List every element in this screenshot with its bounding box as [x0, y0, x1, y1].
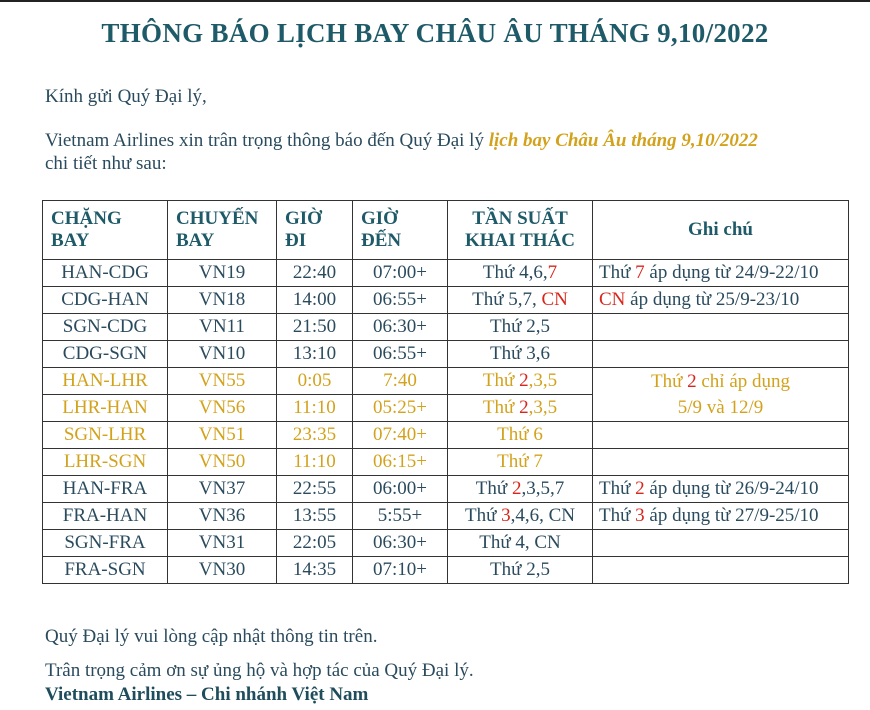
table-row: [43, 530, 849, 557]
table-row: [43, 260, 849, 287]
cell-route: SGN-CDG: [43, 314, 168, 341]
footer-line-1: Quý Đại lý vui lòng cập nhật thông tin trên.: [45, 626, 378, 647]
cell-flight: VN56: [168, 395, 277, 422]
cell-flight: VN37: [168, 476, 277, 503]
cell-arrival: 07:00+: [353, 260, 448, 287]
intro-line-2: chi tiết như sau:: [45, 153, 167, 174]
schedule-table: [42, 200, 849, 584]
cell-departure: 0:05: [277, 368, 353, 395]
cell-arrival: 06:00+: [353, 476, 448, 503]
intro-highlight: lịch bay Châu Âu tháng 9,10/2022: [488, 130, 758, 151]
cell-route: HAN-FRA: [43, 476, 168, 503]
cell-route: LHR-HAN: [43, 395, 168, 422]
table-row: [43, 503, 849, 530]
cell-frequency: Thứ 2,5: [448, 314, 593, 341]
header-frequency: TẦN SUẤT KHAI THÁC: [448, 201, 593, 260]
cell-departure: 13:10: [277, 341, 353, 368]
header-route: CHẶNG BAY: [43, 201, 168, 260]
cell-departure: 22:05: [277, 530, 353, 557]
cell-route: HAN-CDG: [43, 260, 168, 287]
cell-frequency: Thứ 3,6: [448, 341, 593, 368]
cell-route: FRA-HAN: [43, 503, 168, 530]
table-row: [43, 422, 849, 449]
cell-flight: VN30: [168, 557, 277, 584]
page-title: THÔNG BÁO LỊCH BAY CHÂU ÂU THÁNG 9,10/2022: [101, 18, 769, 48]
table-row: [43, 314, 849, 341]
cell-frequency: Thứ 3,4,6, CN: [448, 503, 593, 530]
cell-note: [593, 449, 849, 476]
cell-route: LHR-SGN: [43, 449, 168, 476]
cell-arrival: 7:40: [353, 368, 448, 395]
cell-frequency: Thứ 2,3,5: [448, 395, 593, 422]
table-row: [43, 476, 849, 503]
top-border: [0, 0, 870, 2]
footer-line-2: Trân trọng cảm ơn sự ủng hộ và hợp tác của Quý Đại lý.: [45, 660, 474, 681]
cell-flight: VN10: [168, 341, 277, 368]
cell-flight: VN18: [168, 287, 277, 314]
cell-arrival: 06:15+: [353, 449, 448, 476]
cell-note: [593, 530, 849, 557]
cell-arrival: 07:40+: [353, 422, 448, 449]
cell-route: FRA-SGN: [43, 557, 168, 584]
cell-frequency: Thứ 4,6,7: [448, 260, 593, 287]
intro-text: Vietnam Airlines xin trân trọng thông báo đến Quý Đại lý: [45, 130, 489, 151]
cell-note: [593, 557, 849, 584]
cell-frequency: Thứ 4, CN: [448, 530, 593, 557]
intro-line-1: [45, 130, 758, 152]
table-row: [43, 287, 849, 314]
table-row: [43, 449, 849, 476]
cell-route: CDG-HAN: [43, 287, 168, 314]
header-departure: GIỜ ĐI: [277, 201, 353, 260]
cell-note: Thứ 7 áp dụng từ 24/9-22/10: [593, 260, 849, 287]
cell-frequency: Thứ 2,3,5,7: [448, 476, 593, 503]
cell-note: [593, 314, 849, 341]
cell-arrival: 05:25+: [353, 395, 448, 422]
cell-note: Thứ 3 áp dụng từ 27/9-25/10: [593, 503, 849, 530]
table-header-row: [43, 201, 849, 260]
cell-frequency: Thứ 2,5: [448, 557, 593, 584]
header-note: Ghi chú: [593, 201, 849, 260]
table-row: [43, 368, 849, 395]
cell-arrival: 06:55+: [353, 341, 448, 368]
cell-flight: VN31: [168, 530, 277, 557]
cell-flight: VN55: [168, 368, 277, 395]
table-row: [43, 557, 849, 584]
cell-note: Thứ 2 áp dụng từ 26/9-24/10: [593, 476, 849, 503]
greeting: Kính gửi Quý Đại lý,: [45, 86, 207, 107]
cell-departure: 21:50: [277, 314, 353, 341]
cell-note: CN áp dụng từ 25/9-23/10: [593, 287, 849, 314]
cell-flight: VN50: [168, 449, 277, 476]
cell-frequency: Thứ 7: [448, 449, 593, 476]
header-flight: CHUYẾN BAY: [168, 201, 277, 260]
cell-departure: 11:10: [277, 449, 353, 476]
table-row: [43, 341, 849, 368]
cell-route: SGN-LHR: [43, 422, 168, 449]
cell-frequency: Thứ 6: [448, 422, 593, 449]
cell-arrival: 07:10+: [353, 557, 448, 584]
cell-departure: 14:35: [277, 557, 353, 584]
cell-route: SGN-FRA: [43, 530, 168, 557]
cell-note: [593, 341, 849, 368]
cell-departure: 11:10: [277, 395, 353, 422]
cell-route: CDG-SGN: [43, 341, 168, 368]
footer-signature: Vietnam Airlines – Chi nhánh Việt Nam: [45, 684, 369, 705]
cell-flight: VN51: [168, 422, 277, 449]
cell-frequency: Thứ 2,3,5: [448, 368, 593, 395]
cell-arrival: 06:30+: [353, 314, 448, 341]
cell-flight: VN36: [168, 503, 277, 530]
cell-arrival: 06:55+: [353, 287, 448, 314]
cell-flight: VN11: [168, 314, 277, 341]
cell-route: HAN-LHR: [43, 368, 168, 395]
cell-arrival: 06:30+: [353, 530, 448, 557]
cell-note: [593, 422, 849, 449]
cell-departure: 22:40: [277, 260, 353, 287]
cell-departure: 22:55: [277, 476, 353, 503]
cell-frequency: Thứ 5,7, CN: [448, 287, 593, 314]
header-arrival: GIỜ ĐẾN: [353, 201, 448, 260]
cell-departure: 13:55: [277, 503, 353, 530]
cell-flight: VN19: [168, 260, 277, 287]
cell-note-lhr: Thứ 2 chỉ áp dụng 5/9 và 12/9: [593, 368, 849, 422]
cell-arrival: 5:55+: [353, 503, 448, 530]
cell-departure: 14:00: [277, 287, 353, 314]
cell-departure: 23:35: [277, 422, 353, 449]
